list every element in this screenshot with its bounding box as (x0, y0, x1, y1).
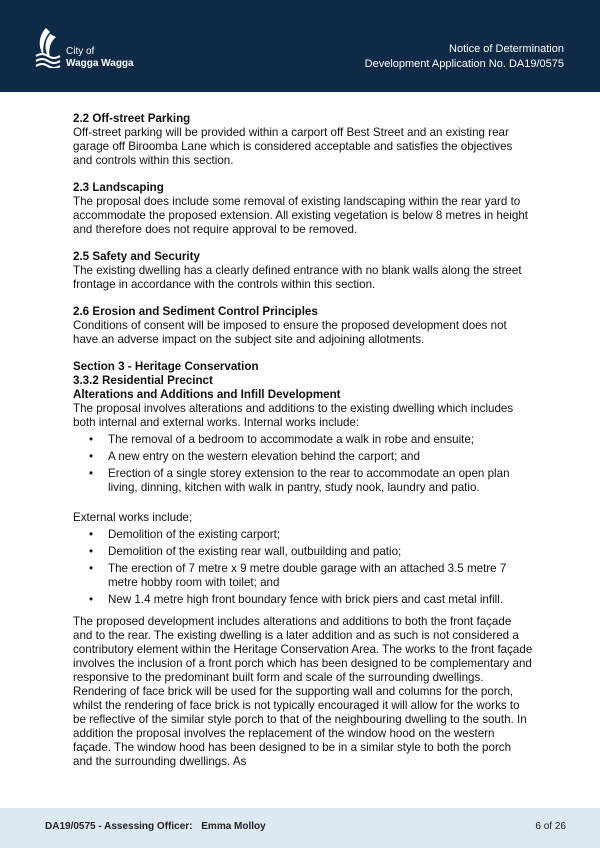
page-footer (0, 808, 600, 848)
section-body: Conditions of consent will be imposed to ensure the proposed development does not have an adverse impact on the subject site and adjoining allotments. (73, 319, 507, 346)
title-line-2: Development Application No. DA19/0575 (364, 58, 564, 70)
external-works-list (73, 528, 533, 607)
section-heading: 2.3 Landscaping (73, 181, 164, 194)
list-item: • Erection of a single storey extension to the rear to accommodate an open plan living, dinning, kitchen with walk in pantry, study nook, laundry and patio. (73, 467, 533, 495)
subsubsection-heading: Alterations and Additions and Infill Development (73, 388, 341, 401)
section-heading: 2.2 Off-street Parking (73, 112, 191, 125)
section-heritage-conservation (73, 360, 533, 769)
section-heading: Section 3 - Heritage Conservation (73, 360, 259, 373)
page-number: 6 of 26 (535, 821, 566, 832)
document-body (73, 112, 533, 769)
section-intro: The proposal involves alterations and additions to the existing dwelling which includes both internal and external works. Internal works include: (73, 402, 514, 429)
logo-line-1: City of (66, 46, 95, 57)
footer-officer-name: Emma Molloy (201, 821, 266, 832)
logo-line-2: Wagga Wagga (66, 58, 134, 69)
list-item: • The removal of a bedroom to accommodate a walk in robe and ensuite; (73, 433, 533, 447)
logo-wordmark (66, 46, 134, 70)
section-off-street-parking (73, 112, 533, 168)
internal-works-list (73, 433, 533, 495)
closing-paragraph: The proposed development includes alterations and additions to both the front façade and to the rear. The existing dwelling is a later addition and as such is not considered a contributory element within the Heritage Conservation Area. The works to the front façade involves the inclusion of a front porch which has been designed to be complementary and responsive to the predominant built form and scale of the surrounding dwellings. Rendering of face brick will be used for the supporting wall and columns for the porch, whilst the rendering of face brick is not typically encouraged it will allow for the works to be reflective of the similar style porch to that of the neighbouring dwelling to the south. In addition the proposal involves the replacement of the window hood on the western façade. The window hood has been designed to be in a similar style to both the porch and the surrounding dwellings. As (73, 615, 533, 768)
section-heading: 2.5 Safety and Security (73, 250, 200, 263)
list-item: • Demolition of the existing rear wall, outbuilding and patio; (73, 545, 533, 559)
list-item: • New 1.4 metre high front boundary fence with brick piers and cast metal infill. (73, 593, 533, 607)
list-item: • Demolition of the existing carport; (73, 528, 533, 542)
document-title (365, 42, 564, 72)
footer-ref-text: DA19/0575 - Assessing Officer: (45, 821, 193, 832)
subsection-heading: 3.3.2 Residential Precinct (73, 374, 213, 387)
footer-reference (45, 821, 266, 832)
section-body: The existing dwelling has a clearly defined entrance with no blank walls along the street frontage in accordance with the controls within this section. (73, 264, 522, 291)
section-body: The proposal does include some removal of existing landscaping within the rear yard to accommodate the proposed extension. All existing vegetation is below 8 metres in height and therefore does not require approval to be removed. (73, 195, 528, 236)
section-heading: 2.6 Erosion and Sediment Control Principles (73, 305, 318, 318)
section-body: Off-street parking will be provided within a carport off Best Street and an existing rear garage off Biroomba Lane which is considered acceptable and satisfies the objectives and controls within this section. (73, 126, 513, 167)
page-header (0, 0, 600, 92)
list-item: • A new entry on the western elevation behind the carport; and (73, 450, 533, 464)
section-safety-security (73, 250, 533, 292)
external-intro: External works include; (73, 511, 193, 524)
title-line-1: Notice of Determination (449, 43, 564, 55)
wave-logo-icon (34, 26, 64, 68)
council-logo (34, 26, 154, 76)
section-erosion-sediment (73, 305, 533, 347)
section-landscaping (73, 181, 533, 237)
list-item: • The erection of 7 metre x 9 metre double garage with an attached 3.5 metre 7 metre hobby room with toilet; and (73, 562, 533, 590)
